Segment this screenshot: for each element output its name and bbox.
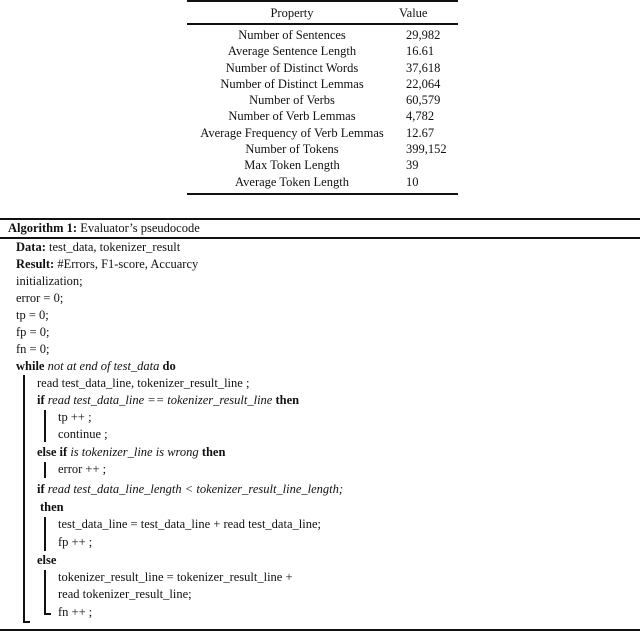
table-row: [187, 43, 458, 59]
else-block-bar: [44, 570, 46, 614]
cell-property: Number of Verbs: [249, 93, 335, 108]
cell-value: 29,982: [406, 28, 441, 42]
cell-value: 10: [406, 174, 419, 189]
algorithm-label: Algorithm 1:: [8, 221, 78, 235]
do-keyword: do: [162, 359, 176, 373]
table-row: [187, 108, 458, 124]
table-header-rule: [187, 23, 458, 25]
algo-concat-tok-2: read tokenizer_result_line;: [58, 587, 192, 601]
algo-fp-inc: fp ++ ;: [58, 535, 93, 549]
header-property: Property: [270, 6, 314, 20]
table-row: [187, 60, 458, 76]
cell-value: 37,618: [406, 60, 441, 75]
algo-tp-init: tp = 0;: [16, 308, 49, 322]
if-keyword: if: [37, 482, 45, 496]
if-block-bar: [44, 410, 46, 442]
algo-data-line: [16, 239, 180, 256]
header-value: Value: [399, 6, 428, 20]
table-row: [187, 157, 458, 173]
table-row: [187, 174, 458, 190]
cell-property: Number of Tokens: [245, 142, 339, 157]
cell-value: 12.67: [406, 125, 435, 140]
algo-elseif-line: [37, 444, 225, 461]
algorithm-title: Evaluator’s pseudocode: [80, 221, 200, 235]
table-bottom-rule: [187, 193, 458, 195]
table-row: [187, 141, 458, 157]
else-block-end: [44, 613, 51, 615]
algorithm-bottom-rule: [0, 629, 640, 631]
then-block-bar: [44, 517, 46, 551]
table-row: [187, 92, 458, 108]
algo-if-line: [37, 392, 299, 409]
elseif-block-bar: [44, 462, 46, 478]
algo-error-inc: error ++ ;: [58, 462, 107, 476]
cell-property: Average Sentence Length: [227, 44, 357, 59]
result-text: #Errors, F1-score, Accuarcy: [57, 257, 199, 271]
algo-concat-tok-1: tokenizer_result_line = tokenizer_result_line +: [58, 570, 293, 584]
table-row: [187, 76, 458, 92]
table-body: [187, 27, 458, 190]
while-block-bar: [23, 375, 25, 622]
while-block-end: [23, 621, 30, 623]
algo-read-line: read test_data_line, tokenizer_result_line ;: [37, 376, 250, 390]
algo-if2-line: [37, 481, 343, 498]
elseif-condition: is tokenizer_line is wrong: [70, 445, 199, 459]
table-top-rule: [187, 0, 458, 2]
cell-value: 16.61: [406, 44, 435, 59]
cell-property: Number of Sentences: [238, 28, 346, 42]
algo-while-line: [16, 358, 176, 375]
cell-property: Average Frequency of Verb Lemmas: [200, 125, 384, 140]
cell-property: Number of Verb Lemmas: [228, 109, 356, 124]
while-condition: not at end of test_data: [47, 359, 160, 373]
if-condition: read test_data_line == tokenizer_result_line: [47, 393, 273, 407]
then-keyword: then: [201, 445, 226, 459]
table-header-row: [187, 4, 458, 22]
cell-property: Number of Distinct Words: [225, 60, 359, 75]
cell-value: 39: [406, 158, 419, 173]
algorithm-block: [0, 218, 640, 632]
algo-fp-init: fp = 0;: [16, 325, 50, 339]
if2-condition: read test_data_line_length < tokenizer_result_line_length;: [47, 482, 344, 496]
algo-init-line: initialization;: [16, 274, 83, 288]
else-keyword: else: [37, 553, 57, 567]
cell-property: Max Token Length: [244, 158, 340, 173]
algo-error-init: error = 0;: [16, 291, 64, 305]
cell-property: Number of Distinct Lemmas: [220, 76, 364, 91]
table-row: [187, 27, 458, 43]
algo-tp-inc: tp ++ ;: [58, 410, 92, 424]
cell-value: 22,064: [406, 76, 441, 91]
algo-concat-test: test_data_line = test_data_line + read test_data_line;: [58, 517, 321, 531]
algorithm-caption: [8, 220, 200, 237]
elseif-keyword: else if: [37, 445, 68, 459]
algo-continue: continue ;: [58, 427, 108, 441]
result-keyword: Result:: [16, 257, 55, 271]
algo-fn-init: fn = 0;: [16, 342, 50, 356]
algo-then-line: [40, 499, 64, 516]
cell-value: 60,579: [406, 93, 441, 108]
data-text: test_data, tokenizer_result: [48, 240, 181, 254]
cell-value: 399,152: [406, 142, 447, 157]
cell-property: Average Token Length: [235, 174, 349, 189]
table-row: [187, 125, 458, 141]
while-keyword: while: [16, 359, 45, 373]
then-keyword: then: [275, 393, 300, 407]
algo-result-line: [16, 256, 198, 273]
if-keyword: if: [37, 393, 45, 407]
cell-value: 4,782: [406, 109, 435, 124]
then-keyword: then: [40, 500, 64, 514]
algo-fn-inc: fn ++ ;: [58, 605, 93, 619]
data-keyword: Data:: [16, 240, 46, 254]
algo-else-line: [37, 552, 56, 569]
